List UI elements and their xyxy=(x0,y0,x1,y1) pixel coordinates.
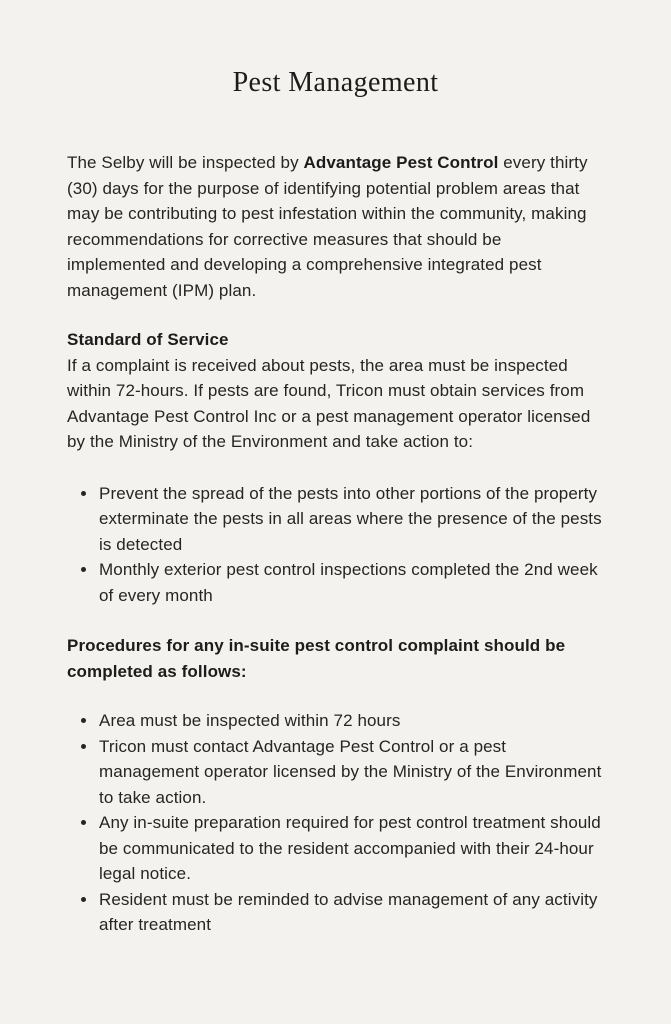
intro-text-after-bold: every thirty (30) days for the purpose of identifying potential problem areas that may be contributing to pest infestation within the community, making recommendations for corrective measures that should be implemented and developing a comprehensive integrated pest management (IPM) plan. xyxy=(67,153,588,300)
intro-paragraph xyxy=(67,150,604,303)
list-item: • Monthly exterior pest control inspections completed the 2nd week of every month xyxy=(98,557,604,608)
page-title: Pest Management xyxy=(232,67,439,98)
document-body xyxy=(67,150,604,938)
list-item: • Any in-suite preparation required for pest control treatment should be communicated to the resident accompanied with their 24-hour legal notice. xyxy=(98,810,604,887)
list-item: • Resident must be reminded to advise management of any activity after treatment xyxy=(98,887,604,938)
standard-of-service-heading: Standard of Service xyxy=(67,330,229,349)
list-item: • Area must be inspected within 72 hours xyxy=(98,708,604,734)
procedures-heading: Procedures for any in-suite pest control complaint should be completed as follows: xyxy=(67,636,566,681)
list-item: • Tricon must contact Advantage Pest Control or a pest management operator licensed by the Ministry of the Environment to take action. xyxy=(98,734,604,811)
standard-of-service-list xyxy=(67,481,604,609)
vendor-name-bold: Advantage Pest Control xyxy=(303,153,499,172)
procedures-list xyxy=(67,708,604,938)
intro-text-before-bold: The Selby will be inspected by xyxy=(67,153,304,172)
standard-of-service-section xyxy=(67,327,604,455)
standard-of-service-paragraph: If a complaint is received about pests, the area must be inspected within 72-hours. If pests are found, Tricon must obtain services from Advantage Pest Control Inc or a pest management operator licensed by the Ministry of the Environment and take action to: xyxy=(67,355,591,451)
list-item: • Prevent the spread of the pests into other portions of the property exterminate the pests in all areas where the presence of the pests is detected xyxy=(98,481,604,558)
